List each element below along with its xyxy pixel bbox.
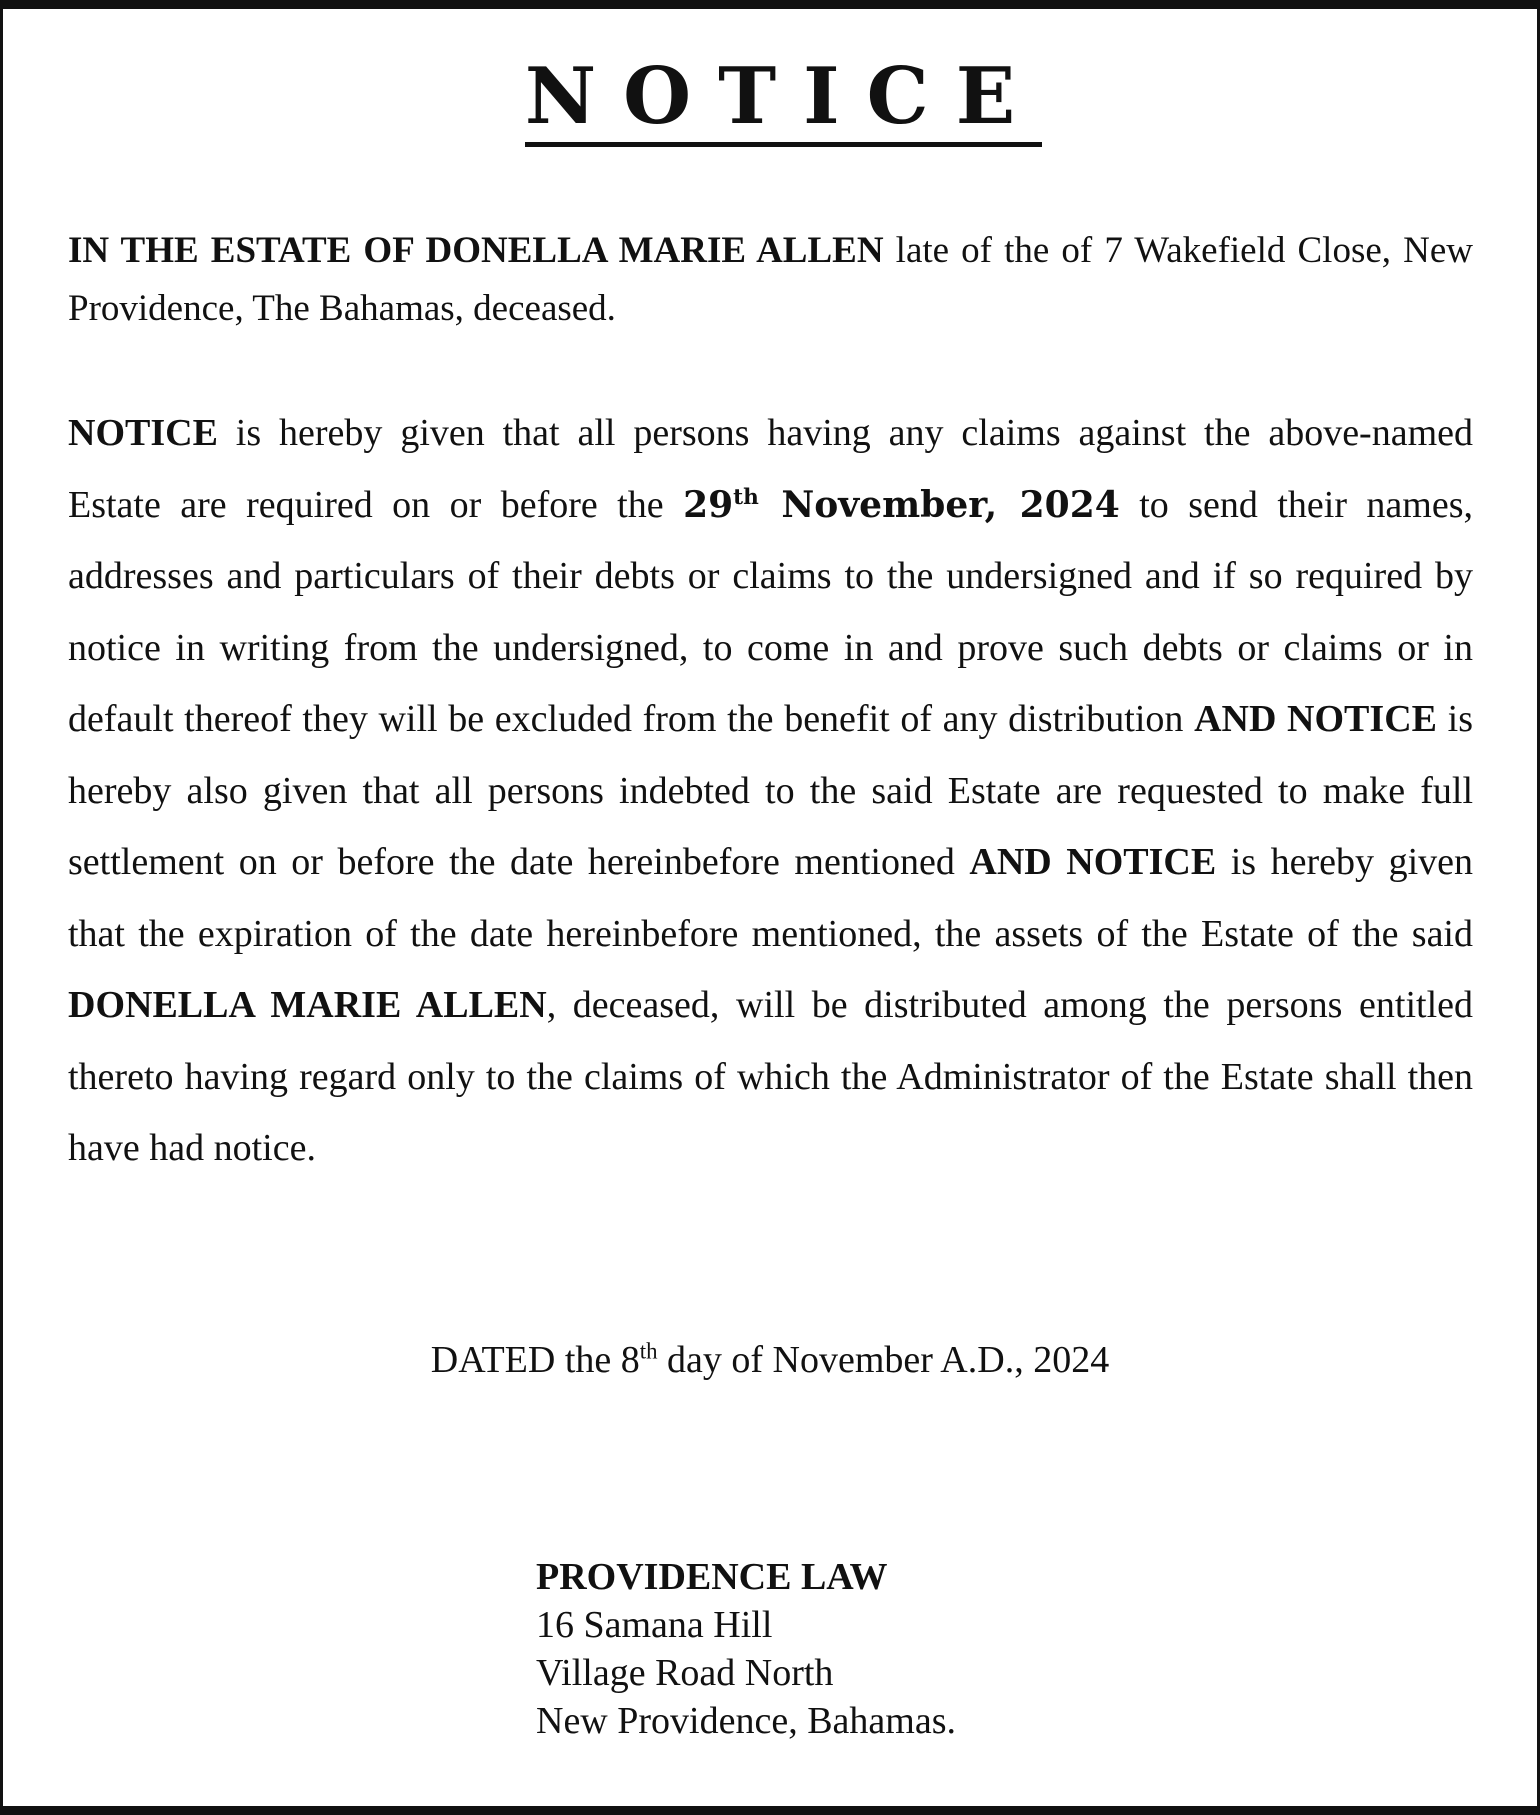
- dated-day-suffix: th: [639, 1338, 658, 1364]
- dated-line: [0, 1335, 1540, 1385]
- estate-heading: IN THE ESTATE OF DONELLA MARIE ALLEN: [68, 230, 884, 271]
- dated-prefix: DATED the 8: [430, 1339, 640, 1381]
- body-text-1: is hereby given that all persons having any claims against the above-named Estate are required on or before the: [68, 412, 1473, 526]
- body-text-4: is hereby given that the expiration of the date hereinbefore mentioned, the assets of the Estate of the said: [68, 841, 1474, 955]
- estate-paragraph: [68, 222, 1473, 338]
- body-text-2: to send their names, addresses and particulars of their debts or claims to the undersigned and if so required by notice in writing from the undersigned, to come in and prove such debts or claims or in default thereof they will be excluded from the benefit of any distribution: [68, 483, 1473, 740]
- signature-block: [536, 1553, 956, 1745]
- title-container: [0, 51, 1540, 147]
- address-line-1: 16 Samana Hill: [536, 1604, 773, 1646]
- and-notice-1: AND NOTICE: [1194, 698, 1437, 740]
- address-line-3: New Providence, Bahamas.: [536, 1700, 956, 1742]
- dated-rest: day of November A.D., 2024: [657, 1339, 1110, 1381]
- address-line-2: Village Road North: [536, 1652, 834, 1694]
- notice-keyword: NOTICE: [68, 412, 218, 454]
- and-notice-2: AND NOTICE: [969, 841, 1217, 883]
- deadline-day-suffix: th: [733, 484, 759, 510]
- estate-address: late of the of 7 Wakefield Close, New Providence, The Bahamas, deceased.: [68, 230, 1473, 329]
- deceased-name: DONELLA MARIE ALLEN: [68, 984, 547, 1026]
- deadline-day: 29: [683, 483, 734, 526]
- body-text-3: is hereby also given that all persons indebted to the said Estate are requested to make full settlement on or before the date hereinbefore mentioned: [68, 698, 1473, 883]
- deadline-date: [683, 484, 1120, 526]
- notice-title: NOTICE: [525, 58, 1042, 147]
- body-text-5: , deceased, will be distributed among the persons entitled thereto having regard only to the claims of which the Administrator of the Estate shall then have had notice.: [68, 984, 1473, 1169]
- notice-body-paragraph: [68, 398, 1473, 1185]
- firm-name: PROVIDENCE LAW: [536, 1556, 888, 1598]
- deadline-month-year: November, 2024: [758, 483, 1120, 526]
